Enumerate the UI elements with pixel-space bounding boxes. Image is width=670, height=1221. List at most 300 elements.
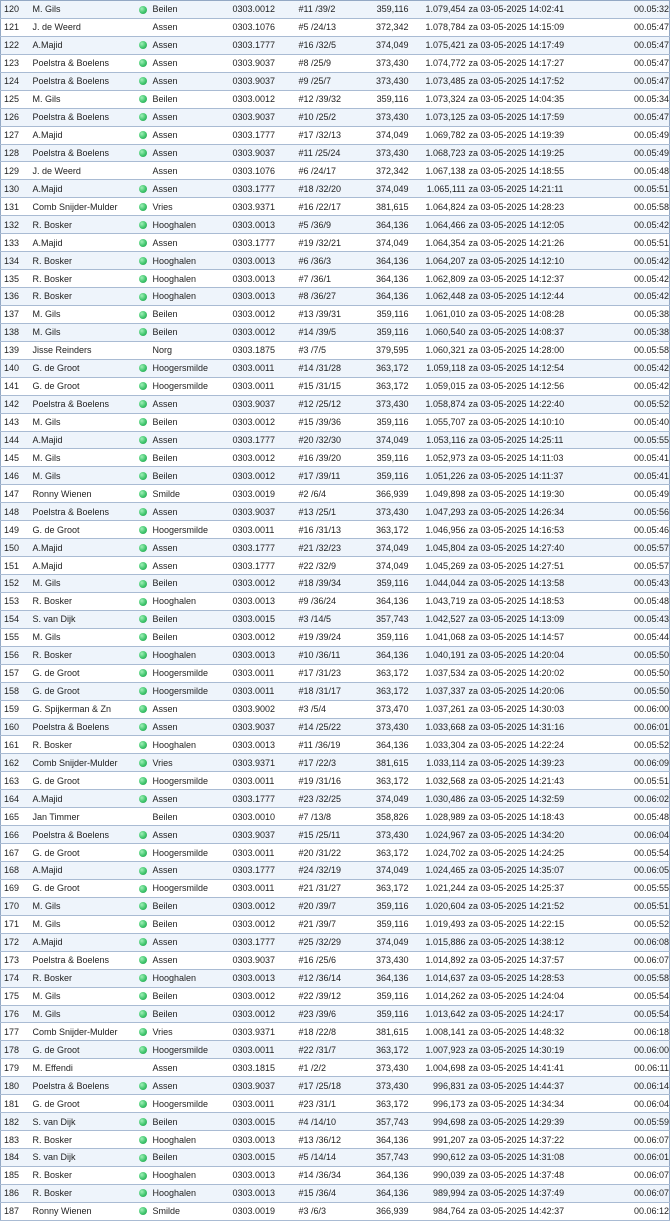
table-row[interactable] — [1, 413, 670, 431]
time-diff-cell: 00.05:51 — [614, 180, 670, 198]
table-row[interactable] — [1, 1149, 670, 1167]
status-dot-cell — [133, 718, 150, 736]
speed-cell: 1.004,698 — [409, 1059, 466, 1077]
table-row[interactable] — [1, 162, 670, 180]
pigeon-cell: #7 /36/1 — [296, 270, 353, 288]
table-row[interactable] — [1, 198, 670, 216]
table-row[interactable] — [1, 790, 670, 808]
distance-cell: 359,116 — [353, 413, 409, 431]
time-diff-cell: 00.06:01 — [614, 718, 670, 736]
status-dot-cell — [133, 72, 150, 90]
distance-cell: 363,172 — [353, 879, 409, 897]
table-row[interactable] — [1, 467, 670, 485]
position-cell: 173 — [1, 951, 30, 969]
table-row[interactable] — [1, 126, 670, 144]
arrival-time-cell: za 03-05-2025 14:41:41 — [466, 1059, 614, 1077]
status-dot-cell — [133, 915, 150, 933]
time-diff-cell: 00.05:40 — [614, 413, 670, 431]
arrival-time-cell: za 03-05-2025 14:17:59 — [466, 108, 614, 126]
table-row[interactable] — [1, 700, 670, 718]
position-cell: 122 — [1, 36, 30, 54]
member-number-cell: 0303.0011 — [230, 1095, 296, 1113]
arrival-time-cell: za 03-05-2025 14:32:59 — [466, 790, 614, 808]
position-cell: 172 — [1, 933, 30, 951]
fancier-name-cell: M. Gils — [30, 90, 133, 108]
speed-cell: 1.024,967 — [409, 826, 466, 844]
position-cell: 149 — [1, 521, 30, 539]
pigeon-cell: #6 /36/3 — [296, 252, 353, 270]
fancier-name-cell: Poelstra & Boelens — [30, 54, 133, 72]
distance-cell: 373,430 — [353, 144, 409, 162]
time-diff-cell: 00.05:46 — [614, 521, 670, 539]
table-row[interactable] — [1, 808, 670, 826]
table-row[interactable] — [1, 897, 670, 915]
status-dot-cell — [133, 1, 150, 19]
table-row[interactable] — [1, 610, 670, 628]
fancier-name-cell: Poelstra & Boelens — [30, 72, 133, 90]
table-row[interactable] — [1, 72, 670, 90]
pigeon-cell: #16 /32/5 — [296, 36, 353, 54]
green-status-dot-icon — [139, 902, 147, 910]
arrival-time-cell: za 03-05-2025 14:39:23 — [466, 754, 614, 772]
pigeon-cell: #11 /39/2 — [296, 1, 353, 19]
time-diff-cell: 00.05:38 — [614, 323, 670, 341]
member-number-cell: 0303.9037 — [230, 72, 296, 90]
green-status-dot-icon — [139, 203, 147, 211]
fancier-name-cell: Comb Snijder-Mulder — [30, 754, 133, 772]
position-cell: 148 — [1, 503, 30, 521]
table-row[interactable] — [1, 718, 670, 736]
position-cell: 147 — [1, 485, 30, 503]
arrival-time-cell: za 03-05-2025 14:24:25 — [466, 844, 614, 862]
position-cell: 176 — [1, 1005, 30, 1023]
distance-cell: 364,136 — [353, 216, 409, 234]
fancier-name-cell: Poelstra & Boelens — [30, 951, 133, 969]
fancier-name-cell: Poelstra & Boelens — [30, 108, 133, 126]
table-row[interactable] — [1, 36, 670, 54]
table-row[interactable] — [1, 108, 670, 126]
time-diff-cell: 00.05:57 — [614, 557, 670, 575]
distance-cell: 364,136 — [353, 288, 409, 306]
arrival-time-cell: za 03-05-2025 14:17:49 — [466, 36, 614, 54]
green-status-dot-icon — [139, 705, 147, 713]
position-cell: 138 — [1, 323, 30, 341]
fancier-name-cell: Jan Timmer — [30, 808, 133, 826]
position-cell: 171 — [1, 915, 30, 933]
distance-cell: 359,116 — [353, 90, 409, 108]
member-number-cell: 0303.0013 — [230, 288, 296, 306]
status-dot-cell — [133, 879, 150, 897]
status-dot-cell — [133, 897, 150, 915]
time-diff-cell: 00.06:11 — [614, 1059, 670, 1077]
speed-cell: 1.008,141 — [409, 1023, 466, 1041]
arrival-time-cell: za 03-05-2025 14:11:03 — [466, 449, 614, 467]
pigeon-cell: #23 /32/25 — [296, 790, 353, 808]
fancier-name-cell: R. Bosker — [30, 1166, 133, 1184]
position-cell: 129 — [1, 162, 30, 180]
table-row[interactable] — [1, 1113, 670, 1131]
status-dot-cell — [133, 288, 150, 306]
member-number-cell: 0303.1875 — [230, 341, 296, 359]
distance-cell: 372,342 — [353, 162, 409, 180]
arrival-time-cell: za 03-05-2025 14:02:41 — [466, 1, 614, 19]
speed-cell: 1.042,527 — [409, 610, 466, 628]
position-cell: 163 — [1, 772, 30, 790]
arrival-time-cell: za 03-05-2025 14:16:53 — [466, 521, 614, 539]
fancier-name-cell: R. Bosker — [30, 736, 133, 754]
table-row[interactable] — [1, 987, 670, 1005]
pigeon-cell: #22 /32/9 — [296, 557, 353, 575]
green-status-dot-icon — [139, 508, 147, 516]
green-status-dot-icon — [139, 544, 147, 552]
table-row[interactable] — [1, 879, 670, 897]
location-cell: Hoogersmilde — [150, 772, 230, 790]
green-status-dot-icon — [139, 418, 147, 426]
pigeon-cell: #9 /25/7 — [296, 72, 353, 90]
arrival-time-cell: za 03-05-2025 14:42:37 — [466, 1202, 614, 1220]
speed-cell: 1.060,321 — [409, 341, 466, 359]
location-cell: Beilen — [150, 897, 230, 915]
arrival-time-cell: za 03-05-2025 14:22:24 — [466, 736, 614, 754]
table-row[interactable] — [1, 1041, 670, 1059]
green-status-dot-icon — [139, 956, 147, 964]
fancier-name-cell: M. Gils — [30, 305, 133, 323]
green-status-dot-icon — [139, 831, 147, 839]
table-row[interactable] — [1, 395, 670, 413]
pigeon-cell: #17 /39/11 — [296, 467, 353, 485]
speed-cell: 1.024,465 — [409, 862, 466, 880]
status-dot-cell — [133, 485, 150, 503]
speed-cell: 1.079,454 — [409, 1, 466, 19]
table-row[interactable] — [1, 826, 670, 844]
green-status-dot-icon — [139, 723, 147, 731]
green-status-dot-icon — [139, 849, 147, 857]
arrival-time-cell: za 03-05-2025 14:20:06 — [466, 682, 614, 700]
arrival-time-cell: za 03-05-2025 14:48:32 — [466, 1023, 614, 1041]
status-dot-cell — [133, 646, 150, 664]
distance-cell: 363,172 — [353, 377, 409, 395]
table-row[interactable] — [1, 844, 670, 862]
speed-cell: 1.052,973 — [409, 449, 466, 467]
distance-cell: 357,743 — [353, 1149, 409, 1167]
table-row[interactable] — [1, 503, 670, 521]
location-cell: Assen — [150, 933, 230, 951]
table-row[interactable] — [1, 1202, 670, 1220]
location-cell: Assen — [150, 718, 230, 736]
green-status-dot-icon — [139, 795, 147, 803]
member-number-cell: 0303.1777 — [230, 557, 296, 575]
distance-cell: 374,049 — [353, 933, 409, 951]
green-status-dot-icon — [139, 59, 147, 67]
table-row[interactable] — [1, 270, 670, 288]
table-row[interactable] — [1, 1184, 670, 1202]
speed-cell: 1.015,886 — [409, 933, 466, 951]
table-row[interactable] — [1, 305, 670, 323]
table-row[interactable] — [1, 951, 670, 969]
arrival-time-cell: za 03-05-2025 14:20:02 — [466, 664, 614, 682]
green-status-dot-icon — [139, 920, 147, 928]
table-row[interactable] — [1, 90, 670, 108]
distance-cell: 364,136 — [353, 1131, 409, 1149]
table-row[interactable] — [1, 592, 670, 610]
location-cell: Hoogersmilde — [150, 377, 230, 395]
arrival-time-cell: za 03-05-2025 14:18:43 — [466, 808, 614, 826]
green-status-dot-icon — [139, 1189, 147, 1197]
arrival-time-cell: za 03-05-2025 14:08:37 — [466, 323, 614, 341]
fancier-name-cell: M. Gils — [30, 467, 133, 485]
table-row[interactable] — [1, 485, 670, 503]
pigeon-cell: #15 /31/15 — [296, 377, 353, 395]
status-dot-cell — [133, 592, 150, 610]
green-status-dot-icon — [139, 472, 147, 480]
location-cell: Beilen — [150, 610, 230, 628]
location-cell: Hooghalen — [150, 1131, 230, 1149]
table-row[interactable] — [1, 736, 670, 754]
table-row[interactable] — [1, 180, 670, 198]
distance-cell: 363,172 — [353, 1095, 409, 1113]
table-row[interactable] — [1, 377, 670, 395]
time-diff-cell: 00.05:32 — [614, 1, 670, 19]
speed-cell: 1.043,719 — [409, 592, 466, 610]
location-cell: Assen — [150, 180, 230, 198]
member-number-cell: 0303.1777 — [230, 36, 296, 54]
table-row[interactable] — [1, 323, 670, 341]
pigeon-cell: #12 /25/12 — [296, 395, 353, 413]
table-row[interactable] — [1, 557, 670, 575]
table-row[interactable] — [1, 252, 670, 270]
status-dot-cell — [133, 1202, 150, 1220]
speed-cell: 984,764 — [409, 1202, 466, 1220]
location-cell: Assen — [150, 557, 230, 575]
member-number-cell: 0303.0012 — [230, 628, 296, 646]
table-row[interactable] — [1, 341, 670, 359]
table-row[interactable] — [1, 539, 670, 557]
fancier-name-cell: R. Bosker — [30, 646, 133, 664]
table-row[interactable] — [1, 1166, 670, 1184]
table-row[interactable] — [1, 1059, 670, 1077]
position-cell: 162 — [1, 754, 30, 772]
position-cell: 142 — [1, 395, 30, 413]
speed-cell: 1.059,118 — [409, 359, 466, 377]
table-row[interactable] — [1, 431, 670, 449]
position-cell: 167 — [1, 844, 30, 862]
fancier-name-cell: G. de Groot — [30, 772, 133, 790]
speed-cell: 1.037,534 — [409, 664, 466, 682]
location-cell: Hooghalen — [150, 969, 230, 987]
table-row[interactable] — [1, 664, 670, 682]
location-cell: Hooghalen — [150, 216, 230, 234]
table-row[interactable] — [1, 288, 670, 306]
position-cell: 120 — [1, 1, 30, 19]
arrival-time-cell: za 03-05-2025 14:19:39 — [466, 126, 614, 144]
member-number-cell: 0303.0012 — [230, 90, 296, 108]
distance-cell: 366,939 — [353, 1202, 409, 1220]
speed-cell: 1.040,191 — [409, 646, 466, 664]
position-cell: 170 — [1, 897, 30, 915]
fancier-name-cell: M. Gils — [30, 987, 133, 1005]
arrival-time-cell: za 03-05-2025 14:13:09 — [466, 610, 614, 628]
fancier-name-cell: Poelstra & Boelens — [30, 144, 133, 162]
table-row[interactable] — [1, 933, 670, 951]
time-diff-cell: 00.06:07 — [614, 951, 670, 969]
arrival-time-cell: za 03-05-2025 14:28:23 — [466, 198, 614, 216]
pigeon-cell: #14 /25/22 — [296, 718, 353, 736]
green-status-dot-icon — [139, 257, 147, 265]
arrival-time-cell: za 03-05-2025 14:11:37 — [466, 467, 614, 485]
table-row[interactable] — [1, 216, 670, 234]
fancier-name-cell: G. de Groot — [30, 1095, 133, 1113]
position-cell: 127 — [1, 126, 30, 144]
time-diff-cell: 00.05:38 — [614, 305, 670, 323]
table-row[interactable] — [1, 54, 670, 72]
table-row[interactable] — [1, 144, 670, 162]
location-cell: Norg — [150, 341, 230, 359]
time-diff-cell: 00.05:57 — [614, 539, 670, 557]
member-number-cell: 0303.0012 — [230, 449, 296, 467]
arrival-time-cell: za 03-05-2025 14:25:11 — [466, 431, 614, 449]
status-dot-cell — [133, 1166, 150, 1184]
distance-cell: 363,172 — [353, 521, 409, 539]
time-diff-cell: 00.05:42 — [614, 252, 670, 270]
status-dot-cell — [133, 359, 150, 377]
position-cell: 153 — [1, 592, 30, 610]
arrival-time-cell: za 03-05-2025 14:25:37 — [466, 879, 614, 897]
distance-cell: 363,172 — [353, 844, 409, 862]
pigeon-cell: #13 /39/31 — [296, 305, 353, 323]
speed-cell: 1.062,809 — [409, 270, 466, 288]
member-number-cell: 0303.0013 — [230, 969, 296, 987]
pigeon-cell: #21 /39/7 — [296, 915, 353, 933]
pigeon-cell: #18 /39/34 — [296, 575, 353, 593]
time-diff-cell: 00.06:08 — [614, 933, 670, 951]
time-diff-cell: 00.05:50 — [614, 646, 670, 664]
time-diff-cell: 00.06:12 — [614, 1202, 670, 1220]
table-row[interactable] — [1, 1077, 670, 1095]
distance-cell: 374,049 — [353, 790, 409, 808]
fancier-name-cell: M. Gils — [30, 323, 133, 341]
green-status-dot-icon — [139, 687, 147, 695]
status-dot-cell — [133, 969, 150, 987]
pigeon-cell: #2 /6/4 — [296, 485, 353, 503]
arrival-time-cell: za 03-05-2025 14:21:26 — [466, 234, 614, 252]
table-row[interactable] — [1, 646, 670, 664]
pigeon-cell: #3 /14/5 — [296, 610, 353, 628]
position-cell: 158 — [1, 682, 30, 700]
pigeon-cell: #23 /39/6 — [296, 1005, 353, 1023]
status-dot-cell — [133, 951, 150, 969]
green-status-dot-icon — [139, 633, 147, 641]
table-row[interactable] — [1, 575, 670, 593]
status-dot-cell — [133, 413, 150, 431]
distance-cell: 373,470 — [353, 700, 409, 718]
green-status-dot-icon — [139, 490, 147, 498]
pigeon-cell: #16 /22/17 — [296, 198, 353, 216]
distance-cell: 359,116 — [353, 628, 409, 646]
table-row[interactable] — [1, 754, 670, 772]
fancier-name-cell: Jisse Reinders — [30, 341, 133, 359]
arrival-time-cell: za 03-05-2025 14:24:04 — [466, 987, 614, 1005]
fancier-name-cell: A.Majid — [30, 557, 133, 575]
arrival-time-cell: za 03-05-2025 14:18:55 — [466, 162, 614, 180]
time-diff-cell: 00.05:41 — [614, 467, 670, 485]
status-dot-cell — [133, 216, 150, 234]
green-status-dot-icon — [139, 526, 147, 534]
arrival-time-cell: za 03-05-2025 14:30:03 — [466, 700, 614, 718]
position-cell: 146 — [1, 467, 30, 485]
fancier-name-cell: M. Gils — [30, 1005, 133, 1023]
arrival-time-cell: za 03-05-2025 14:27:51 — [466, 557, 614, 575]
speed-cell: 1.049,898 — [409, 485, 466, 503]
arrival-time-cell: za 03-05-2025 14:12:05 — [466, 216, 614, 234]
table-row[interactable] — [1, 18, 670, 36]
fancier-name-cell: G. de Groot — [30, 682, 133, 700]
arrival-time-cell: za 03-05-2025 14:29:39 — [466, 1113, 614, 1131]
table-row[interactable] — [1, 234, 670, 252]
distance-cell: 373,430 — [353, 826, 409, 844]
location-cell: Smilde — [150, 485, 230, 503]
table-row[interactable] — [1, 449, 670, 467]
position-cell: 165 — [1, 808, 30, 826]
arrival-time-cell: za 03-05-2025 14:37:22 — [466, 1131, 614, 1149]
table-row[interactable] — [1, 862, 670, 880]
speed-cell: 1.073,125 — [409, 108, 466, 126]
green-status-dot-icon — [139, 239, 147, 247]
fancier-name-cell: Comb Snijder-Mulder — [30, 198, 133, 216]
table-row[interactable] — [1, 682, 670, 700]
pigeon-cell: #21 /32/23 — [296, 539, 353, 557]
table-row[interactable] — [1, 772, 670, 790]
location-cell: Hoogersmilde — [150, 664, 230, 682]
fancier-name-cell: G. Spijkerman & Zn — [30, 700, 133, 718]
position-cell: 168 — [1, 862, 30, 880]
time-diff-cell: 00.06:14 — [614, 1077, 670, 1095]
table-row[interactable] — [1, 1095, 670, 1113]
location-cell: Vries — [150, 754, 230, 772]
table-row[interactable] — [1, 521, 670, 539]
table-row[interactable] — [1, 969, 670, 987]
distance-cell: 364,136 — [353, 1166, 409, 1184]
table-row[interactable] — [1, 1023, 670, 1041]
member-number-cell: 0303.1076 — [230, 162, 296, 180]
fancier-name-cell: A.Majid — [30, 234, 133, 252]
fancier-name-cell: G. de Groot — [30, 359, 133, 377]
location-cell: Assen — [150, 826, 230, 844]
status-dot-cell — [133, 467, 150, 485]
speed-cell: 996,831 — [409, 1077, 466, 1095]
member-number-cell: 0303.1777 — [230, 862, 296, 880]
green-status-dot-icon — [139, 1154, 147, 1162]
table-row[interactable] — [1, 1005, 670, 1023]
time-diff-cell: 00.05:54 — [614, 844, 670, 862]
speed-cell: 1.020,604 — [409, 897, 466, 915]
table-row[interactable] — [1, 915, 670, 933]
time-diff-cell: 00.05:49 — [614, 144, 670, 162]
table-row[interactable] — [1, 628, 670, 646]
location-cell: Hoogersmilde — [150, 521, 230, 539]
table-row[interactable] — [1, 1, 670, 19]
member-number-cell: 0303.0011 — [230, 1041, 296, 1059]
table-row[interactable] — [1, 359, 670, 377]
table-row[interactable] — [1, 1131, 670, 1149]
green-status-dot-icon — [139, 6, 147, 14]
fancier-name-cell: A.Majid — [30, 36, 133, 54]
fancier-name-cell: Poelstra & Boelens — [30, 718, 133, 736]
member-number-cell: 0303.0012 — [230, 413, 296, 431]
green-status-dot-icon — [139, 328, 147, 336]
time-diff-cell: 00.06:07 — [614, 1184, 670, 1202]
green-status-dot-icon — [139, 293, 147, 301]
green-status-dot-icon — [139, 1010, 147, 1018]
